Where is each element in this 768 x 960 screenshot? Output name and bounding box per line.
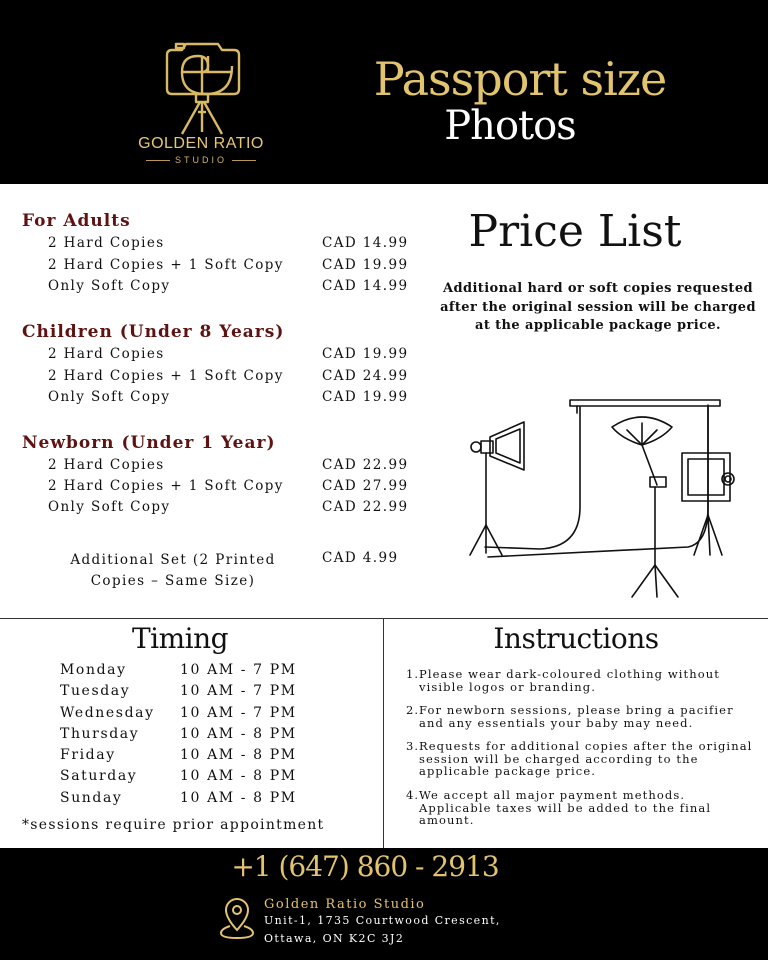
instruction-text: Please wear dark-coloured clothing without visible logos or branding.: [419, 667, 721, 694]
instruction-text: Requests for additional copies after the original session will be charged according to the applicable package price.: [419, 739, 753, 778]
package-name: Only Soft Copy: [48, 278, 171, 294]
group-title-newborn: Newborn (Under 1 Year): [22, 433, 276, 453]
package-name: 2 Hard Copies: [48, 235, 165, 251]
instruction-number: 4.: [406, 788, 420, 802]
logo-subtitle: STUDIO: [174, 155, 227, 165]
price-row: [48, 368, 418, 388]
instructions-title: Instructions: [493, 622, 659, 655]
address-line2: Ottawa, ON K2C 3J2: [264, 932, 405, 945]
instruction-number: 1.: [406, 667, 420, 681]
package-name: 2 Hard Copies + 1 Soft Copy: [48, 368, 284, 384]
hours-row: [60, 768, 360, 788]
additional-set-price: CAD 4.99: [322, 550, 399, 566]
time-range: 10 AM - 8 PM: [180, 747, 297, 763]
time-range: 10 AM - 8 PM: [180, 790, 297, 806]
hours-row: [60, 683, 360, 703]
price-row: [48, 478, 418, 498]
price-row: [48, 346, 418, 366]
day-label: Friday: [60, 747, 116, 763]
appointment-footnote: *sessions require prior appointment: [22, 817, 325, 833]
day-label: Tuesday: [60, 683, 131, 699]
day-label: Monday: [60, 662, 127, 678]
day-label: Wednesday: [60, 705, 155, 721]
package-price: CAD 19.99: [322, 346, 409, 362]
price-row: [48, 457, 418, 477]
day-label: Thursday: [60, 726, 140, 742]
day-label: Sunday: [60, 790, 123, 806]
phone-number[interactable]: +1 (647) 860 - 2913: [231, 850, 499, 883]
package-price: CAD 27.99: [322, 478, 409, 494]
logo-title: GOLDEN RATIO: [138, 135, 264, 152]
price-row: [48, 257, 418, 277]
instruction-number: 2.: [406, 703, 420, 717]
hours-row: [60, 705, 360, 725]
package-price: CAD 14.99: [322, 235, 409, 251]
hours-row: [60, 790, 360, 810]
hours-row: [60, 662, 360, 682]
package-price: CAD 19.99: [322, 257, 409, 273]
package-price: CAD 22.99: [322, 499, 409, 515]
time-range: 10 AM - 7 PM: [180, 705, 297, 721]
hero-title-line1: Passport size: [373, 52, 667, 106]
package-price: CAD 22.99: [322, 457, 409, 473]
group-title-children: Children (Under 8 Years): [22, 322, 285, 342]
package-name: 2 Hard Copies: [48, 457, 165, 473]
price-list-note: Additional hard or soft copies requested after the original session will be charged at the applicable package price.: [440, 281, 756, 333]
package-name: 2 Hard Copies + 1 Soft Copy: [48, 478, 284, 494]
price-row: [48, 235, 418, 255]
price-row: [48, 389, 418, 409]
day-label: Saturday: [60, 768, 138, 784]
package-price: CAD 19.99: [322, 389, 409, 405]
address-line1: Unit-1, 1735 Courtwood Crescent,: [264, 914, 501, 927]
instruction-number: 3.: [406, 739, 420, 753]
package-price: CAD 14.99: [322, 278, 409, 294]
logo-divider-right: [232, 160, 256, 161]
time-range: 10 AM - 8 PM: [180, 726, 297, 742]
studio-lighting-setup-icon: [462, 385, 762, 605]
package-name: 2 Hard Copies: [48, 346, 165, 362]
price-row: [48, 278, 418, 298]
hero-title-line2: Photos: [444, 103, 576, 149]
package-name: Only Soft Copy: [48, 389, 171, 405]
time-range: 10 AM - 8 PM: [180, 768, 297, 784]
package-price: CAD 24.99: [322, 368, 409, 384]
group-title-adults: For Adults: [22, 211, 131, 231]
hours-row: [60, 726, 360, 746]
map-pin-icon: [218, 896, 256, 940]
time-range: 10 AM - 7 PM: [180, 662, 297, 678]
instruction-text: We accept all major payment methods. Applicable taxes will be added to the final amount.: [419, 788, 712, 827]
package-name: 2 Hard Copies + 1 Soft Copy: [48, 257, 284, 273]
additional-set-label: Additional Set (2 Printed Copies – Same Size): [70, 552, 276, 589]
hours-row: [60, 747, 360, 767]
price-list-title: Price List: [468, 206, 682, 257]
section-divider-horizontal: [0, 618, 768, 619]
studio-name: Golden Ratio Studio: [264, 897, 426, 912]
time-range: 10 AM - 7 PM: [180, 683, 297, 699]
instruction-text: For newborn sessions, please bring a pacifier and any essentials your baby may need.: [419, 703, 734, 730]
timing-title: Timing: [131, 622, 229, 655]
price-row: [48, 499, 418, 519]
package-name: Only Soft Copy: [48, 499, 171, 515]
